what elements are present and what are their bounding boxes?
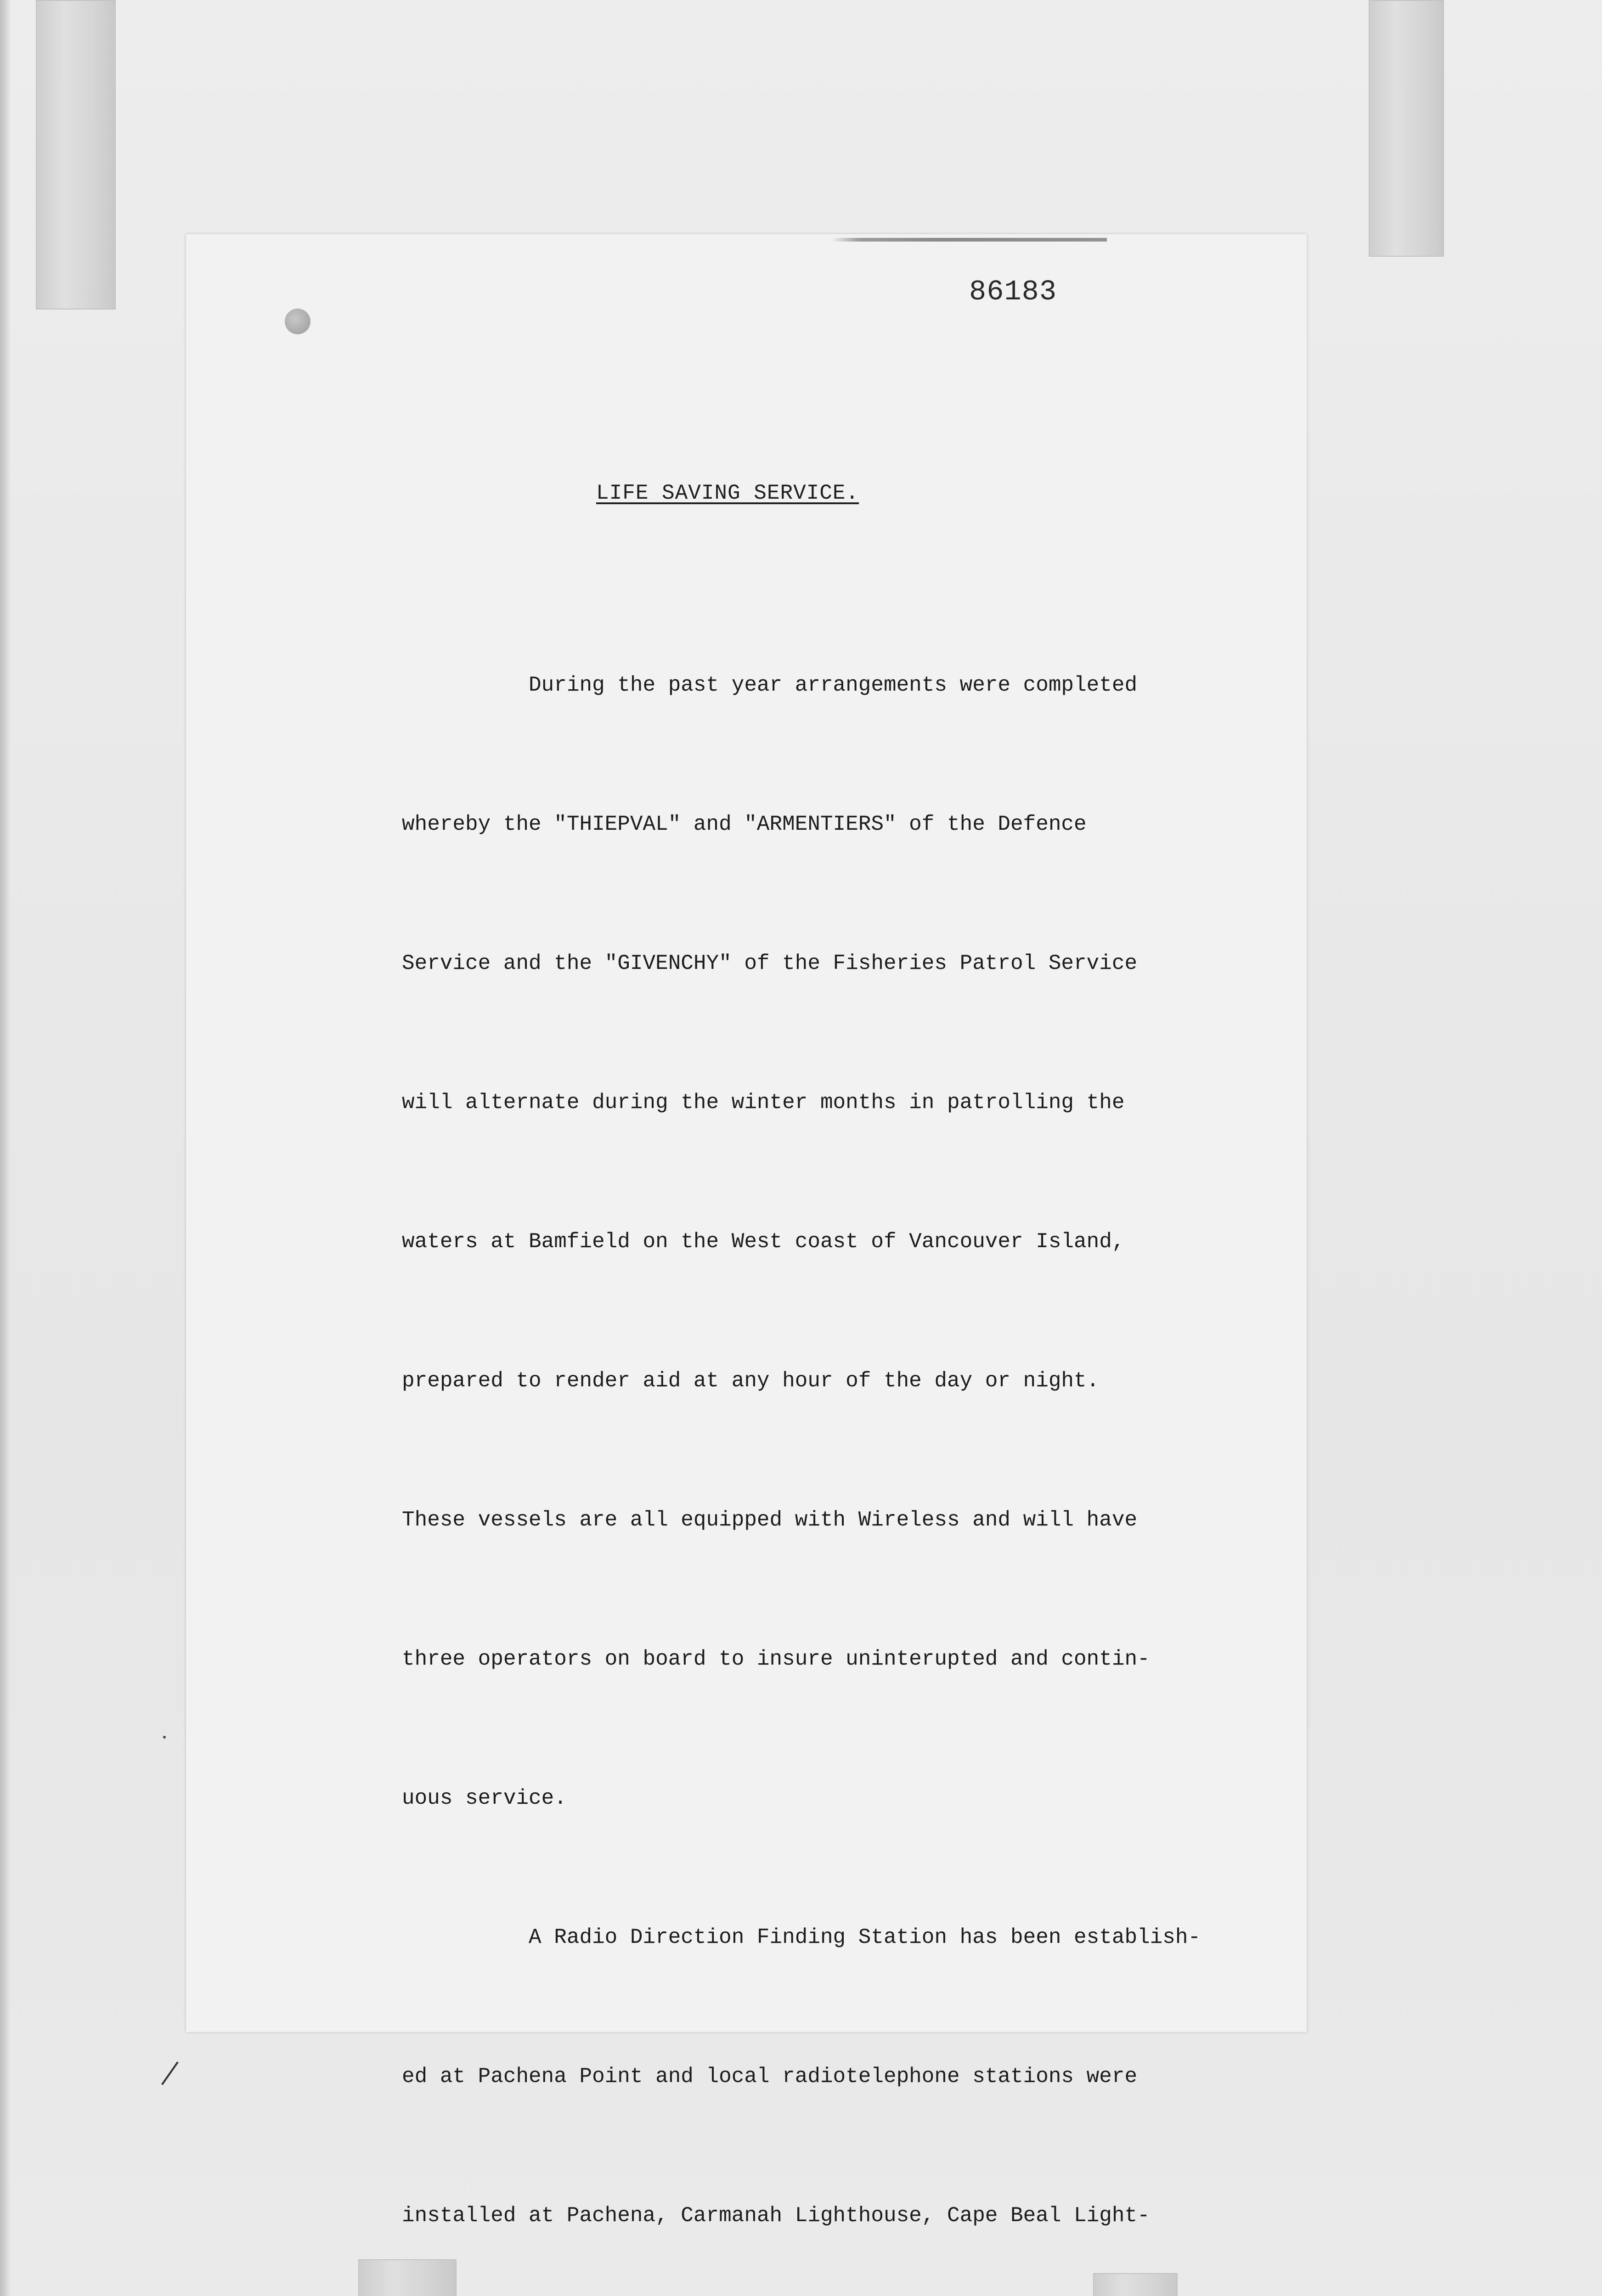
body-line: three operators on board to insure uninterupted and contin- — [402, 1647, 1150, 1671]
tape-strip-top-left — [36, 0, 116, 310]
body-line: These vessels are all equipped with Wireless and will have — [402, 1508, 1138, 1532]
scan-edge-shadow — [0, 0, 10, 2296]
page-top-mark — [831, 238, 1107, 242]
document-heading: LIFE SAVING SERVICE. — [596, 481, 859, 505]
body-line: During the past year arrangements were completed — [402, 673, 1138, 697]
document-body — [402, 569, 1275, 2296]
body-line: Service and the "GIVENCHY" of the Fisheries Patrol Service — [402, 951, 1138, 975]
body-line: ed at Pachena Point and local radiotelephone stations were — [402, 2065, 1138, 2088]
body-line: uous service. — [402, 1786, 567, 1810]
body-line: prepared to render aid at any hour of the day or night. — [402, 1369, 1100, 1393]
document-number: 86183 — [969, 276, 1057, 308]
stray-mark — [163, 1736, 166, 1739]
tape-strip-label-right — [1093, 2273, 1178, 2296]
body-line: whereby the "THIEPVAL" and "ARMENTIERS" of the Defence — [402, 812, 1087, 836]
punch-hole — [285, 309, 310, 334]
tape-strip-label-left — [358, 2259, 457, 2296]
body-line: will alternate during the winter months in patrolling the — [402, 1091, 1125, 1114]
body-line: installed at Pachena, Carmanah Lighthouse, Cape Beal Light- — [402, 2204, 1150, 2228]
tape-strip-top-right — [1369, 0, 1444, 257]
body-line: waters at Bamfield on the West coast of Vancouver Island, — [402, 1230, 1125, 1254]
body-line: A Radio Direction Finding Station has been establish- — [402, 1925, 1201, 1949]
